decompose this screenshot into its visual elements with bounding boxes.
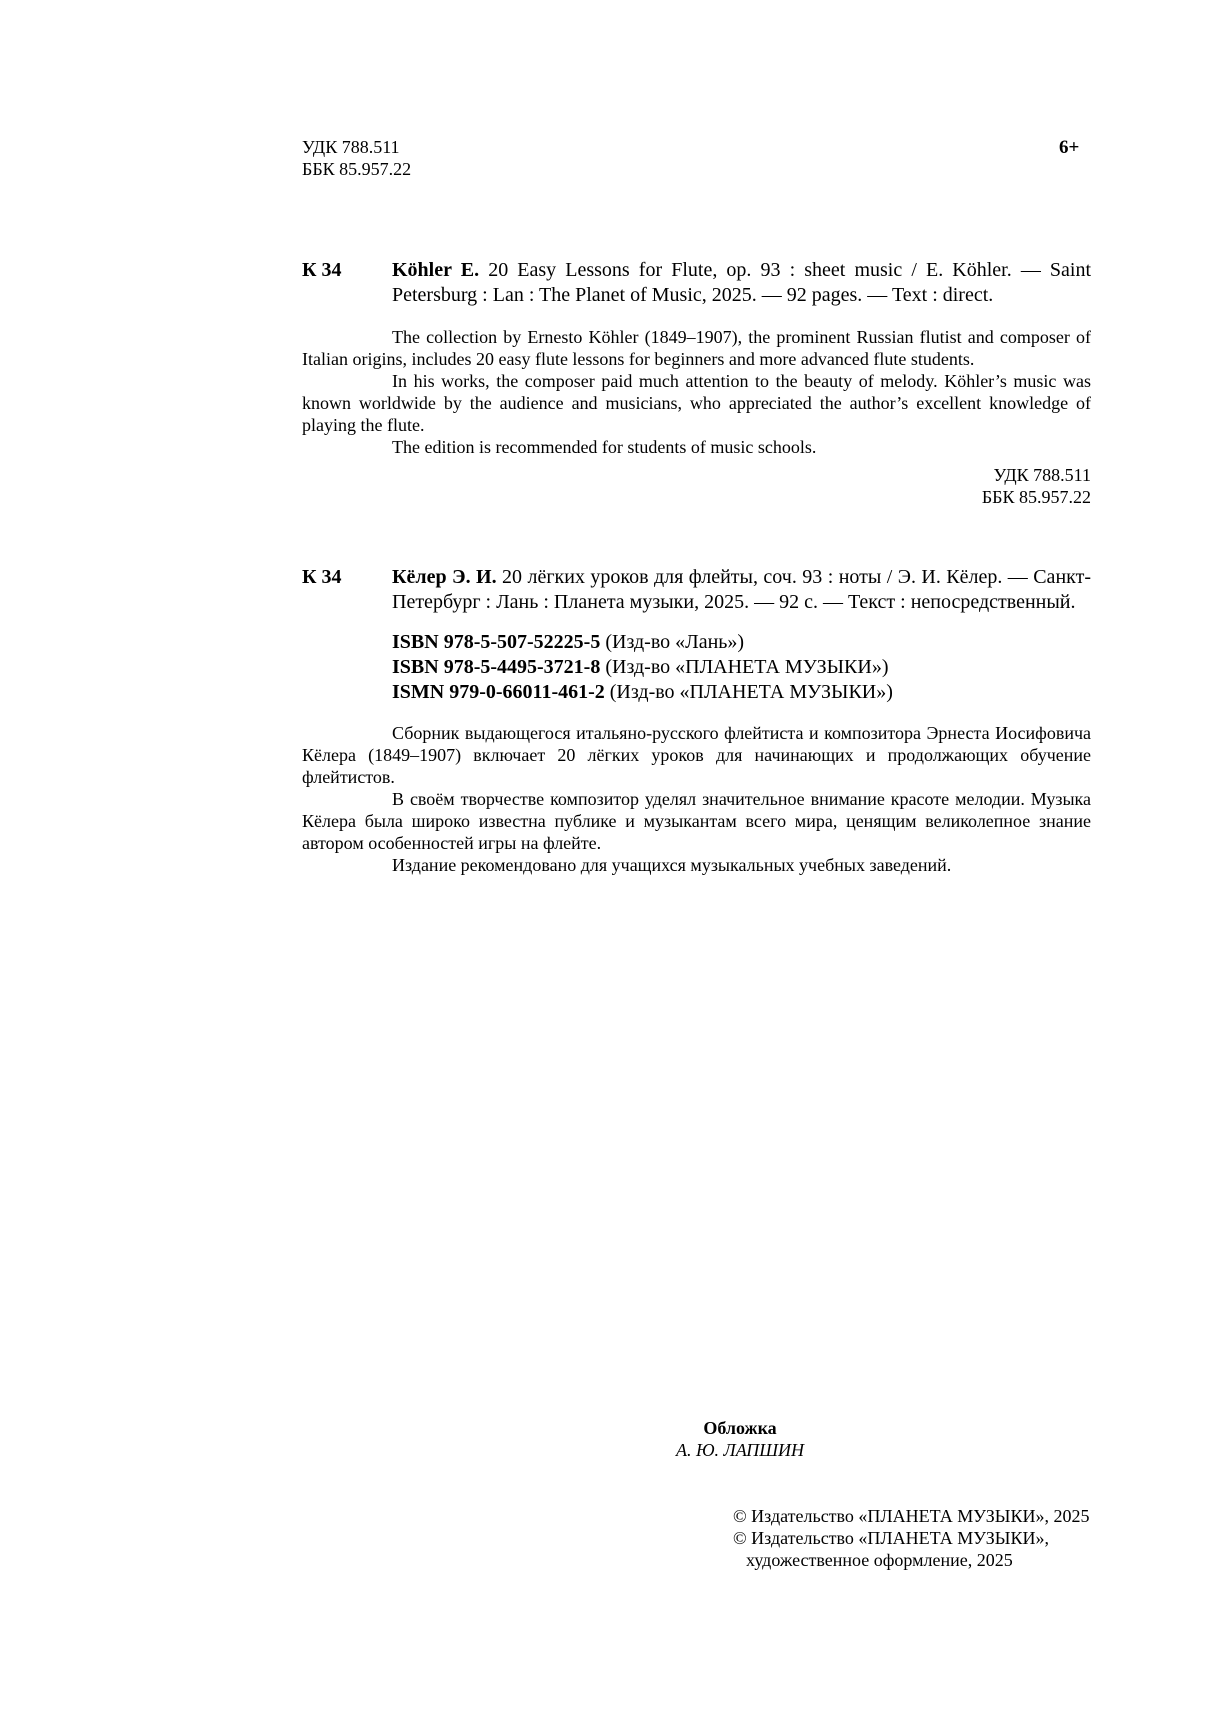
classification-en <box>982 464 1091 508</box>
bbk-code: ББК 85.957.22 <box>302 159 412 179</box>
identifier-publisher: (Изд-во «ПЛАНЕТА МУЗЫКИ») <box>605 656 889 678</box>
author-ru: Кёлер Э. И. <box>392 566 497 588</box>
identifier-number: ISBN 978-5-4495-3721-8 <box>392 656 601 678</box>
cover-credit <box>640 1417 840 1461</box>
annotation-paragraph: In his works, the composer paid much attention to the beauty of melody. Köhler’s music was known worldwide by the audience and musicians, who appreciated the author’s excellent knowledge of playing the flute. <box>302 371 1091 435</box>
annotation-ru <box>302 722 1091 876</box>
identifier-number: ISBN 978-5-507-52225-5 <box>392 631 601 653</box>
annotation-paragraph: The edition is recommended for students of music schools. <box>392 437 817 457</box>
bibliographic-entry-ru <box>392 565 1091 615</box>
udk-code: УДК 788.511 <box>302 137 400 157</box>
identifier-line <box>392 680 893 705</box>
author-sign-ru: К 34 <box>302 566 342 588</box>
identifier-line <box>392 630 893 655</box>
cover-artist-name: А. Ю. ЛАПШИН <box>675 1440 805 1460</box>
bbk-code: ББК 85.957.22 <box>981 487 1091 507</box>
copyright-block <box>733 1505 1089 1571</box>
identifier-line <box>392 655 893 680</box>
classification-header <box>302 136 411 180</box>
entry-text-en: 20 Easy Lessons for Flute, op. 93 : sheet music / E. Köhler. — Saint Petersburg : Lan : The Planet of Music, 2025. — 92 pages. — Text : direct. <box>392 259 1092 306</box>
identifier-publisher: (Изд-во «Лань») <box>605 631 745 653</box>
copyright-line: художественное оформление, 2025 <box>746 1550 1013 1570</box>
identifier-number: ISMN 979-0-66011-461-2 <box>392 681 605 703</box>
cover-credit-title: Обложка <box>703 1418 777 1438</box>
annotation-paragraph: Сборник выдающегося итальяно-русского флейтиста и композитора Эрнеста Иосифовича Кёлера (1849–1907) включает 20 лёгких уроков для начинающих и продолжающих обучение флейтистов. <box>302 723 1091 787</box>
annotation-en <box>302 326 1091 458</box>
author-sign-en: К 34 <box>302 259 342 281</box>
identifier-list <box>392 630 893 705</box>
author-en: Köhler E. <box>392 259 480 281</box>
bibliographic-entry-en <box>392 258 1091 308</box>
entry-text-ru: 20 лёгких уроков для флейты, соч. 93 : ноты / Э. И. Кёлер. — Санкт-Петербург : Лань : Планета музыки, 2025. — 92 с. — Текст : непосредственный. <box>392 566 1091 613</box>
copyright-line: © Издательство «ПЛАНЕТА МУЗЫКИ», <box>733 1528 1049 1548</box>
identifier-publisher: (Изд-во «ПЛАНЕТА МУЗЫКИ») <box>609 681 893 703</box>
annotation-paragraph: В своём творчестве композитор уделял значительное внимание красоте мелодии. Музыка Кёлера была широко известна публике и музыкантам всего мира, ценящим великолепное знание автором особенностей игры на флейте. <box>302 789 1091 853</box>
annotation-paragraph: The collection by Ernesto Köhler (1849–1907), the prominent Russian flutist and composer of Italian origins, includes 20 easy flute lessons for beginners and more advanced flute students. <box>302 327 1091 369</box>
udk-code: УДК 788.511 <box>993 465 1091 485</box>
age-rating: 6+ <box>1059 137 1080 158</box>
copyright-line: © Издательство «ПЛАНЕТА МУЗЫКИ», 2025 <box>733 1506 1090 1526</box>
annotation-paragraph: Издание рекомендовано для учащихся музыкальных учебных заведений. <box>392 855 952 875</box>
